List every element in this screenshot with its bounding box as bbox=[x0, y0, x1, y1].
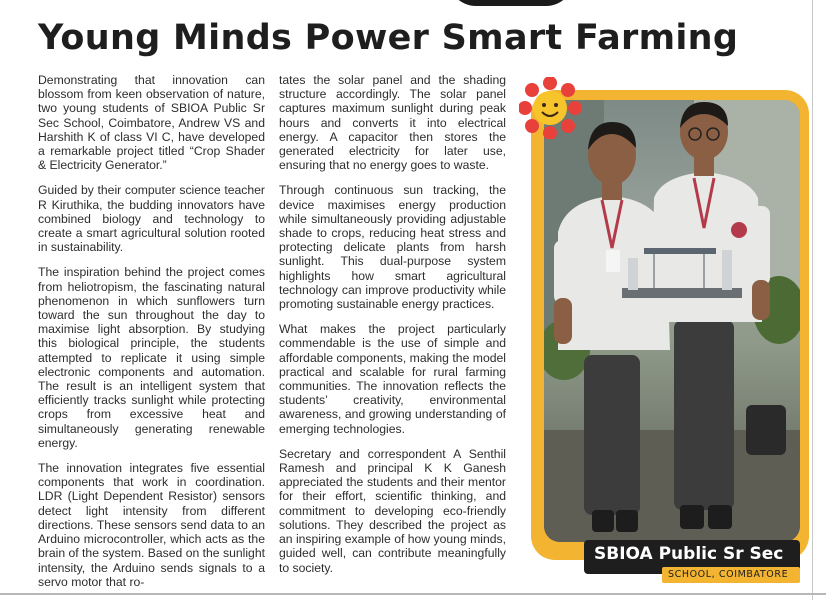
paragraph: The inspiration behind the project comes from heliotropism, the fascinating natural phenomenon in which sunflowers turn toward the sun throughout the day to maximise light absorption. By studying this biological principle, the students attempted to replicate it using simple electronic components and automation. The result is an intelligent system that efficiently tracks sunlight while protecting crops from excessive heat and simultaneously generating renewable energy. bbox=[38, 265, 265, 450]
article-column-1 bbox=[38, 73, 265, 600]
paragraph: Guided by their computer science teacher R Kiruthika, the budding innovators have combined biology and technology to create a smart agricultural solution rooted in sustainability. bbox=[38, 183, 265, 255]
paragraph: Demonstrating that innovation can blossom from keen observation of nature, two young students of SBIOA Public Sr Sec School, Coimbatore, Andrew VS and Harshith K of class VI C, have developed a remarkable project titled “Crop Shader & Electricity Generator.” bbox=[38, 73, 265, 173]
plant-pot bbox=[746, 405, 786, 455]
paragraph: Secretary and correspondent A Senthil Ramesh and principal K K Ganesh appreciated the students and their mentor for their effort, scientific thinking, and commitment to developing eco-friendly solutions. They described the project as an inspiring example of how young minds, guided well, can contribute meaningfully to society. bbox=[279, 446, 506, 575]
article-column-2 bbox=[279, 73, 506, 586]
paragraph: Through continuous sun tracking, the device maximises energy production while simultaneously providing adjustable shade to crops, reducing heat stress and protecting delicate plants from harsh sunlight. This dual-purpose system highlights how smart agricultural technology can improve productivity while promoting sustainable energy practices. bbox=[279, 183, 506, 312]
masthead-tab bbox=[448, 0, 574, 6]
students-photo bbox=[544, 100, 800, 542]
caption-school-name: SBIOA Public Sr Sec bbox=[594, 544, 784, 564]
article-headline: Young Minds Power Smart Farming bbox=[38, 18, 739, 58]
students-illustration bbox=[544, 100, 800, 542]
paragraph: What makes the project particularly commendable is the use of simple and affordable components, making the model practical and scalable for rural farming communities. The innovation reflects the students’ creativity, environmental awareness, and growing understanding of emerging technologies. bbox=[279, 322, 506, 436]
paragraph: tates the solar panel and the shading structure accordingly. The solar panel captures maximum sunlight during peak hours and converts it into electrical energy. A capacitor then stores the generated electricity for later use, ensuring that no energy goes to waste. bbox=[279, 73, 506, 173]
page-edge-rule bbox=[812, 0, 813, 600]
smiling-sun-icon bbox=[519, 77, 581, 139]
page-bottom-rule bbox=[0, 593, 826, 595]
paragraph: The innovation integrates five essential components that work in coordination. LDR (Light Dependent Resistor) sensors detect light intensity from different directions. These sensors send data to an Arduino microcontroller, which acts as the brain of the system. Based on the sunlight intensity, the Arduino sends signals to a servo motor that ro- bbox=[38, 461, 265, 589]
caption-location: SCHOOL, COIMBATORE bbox=[668, 569, 789, 580]
